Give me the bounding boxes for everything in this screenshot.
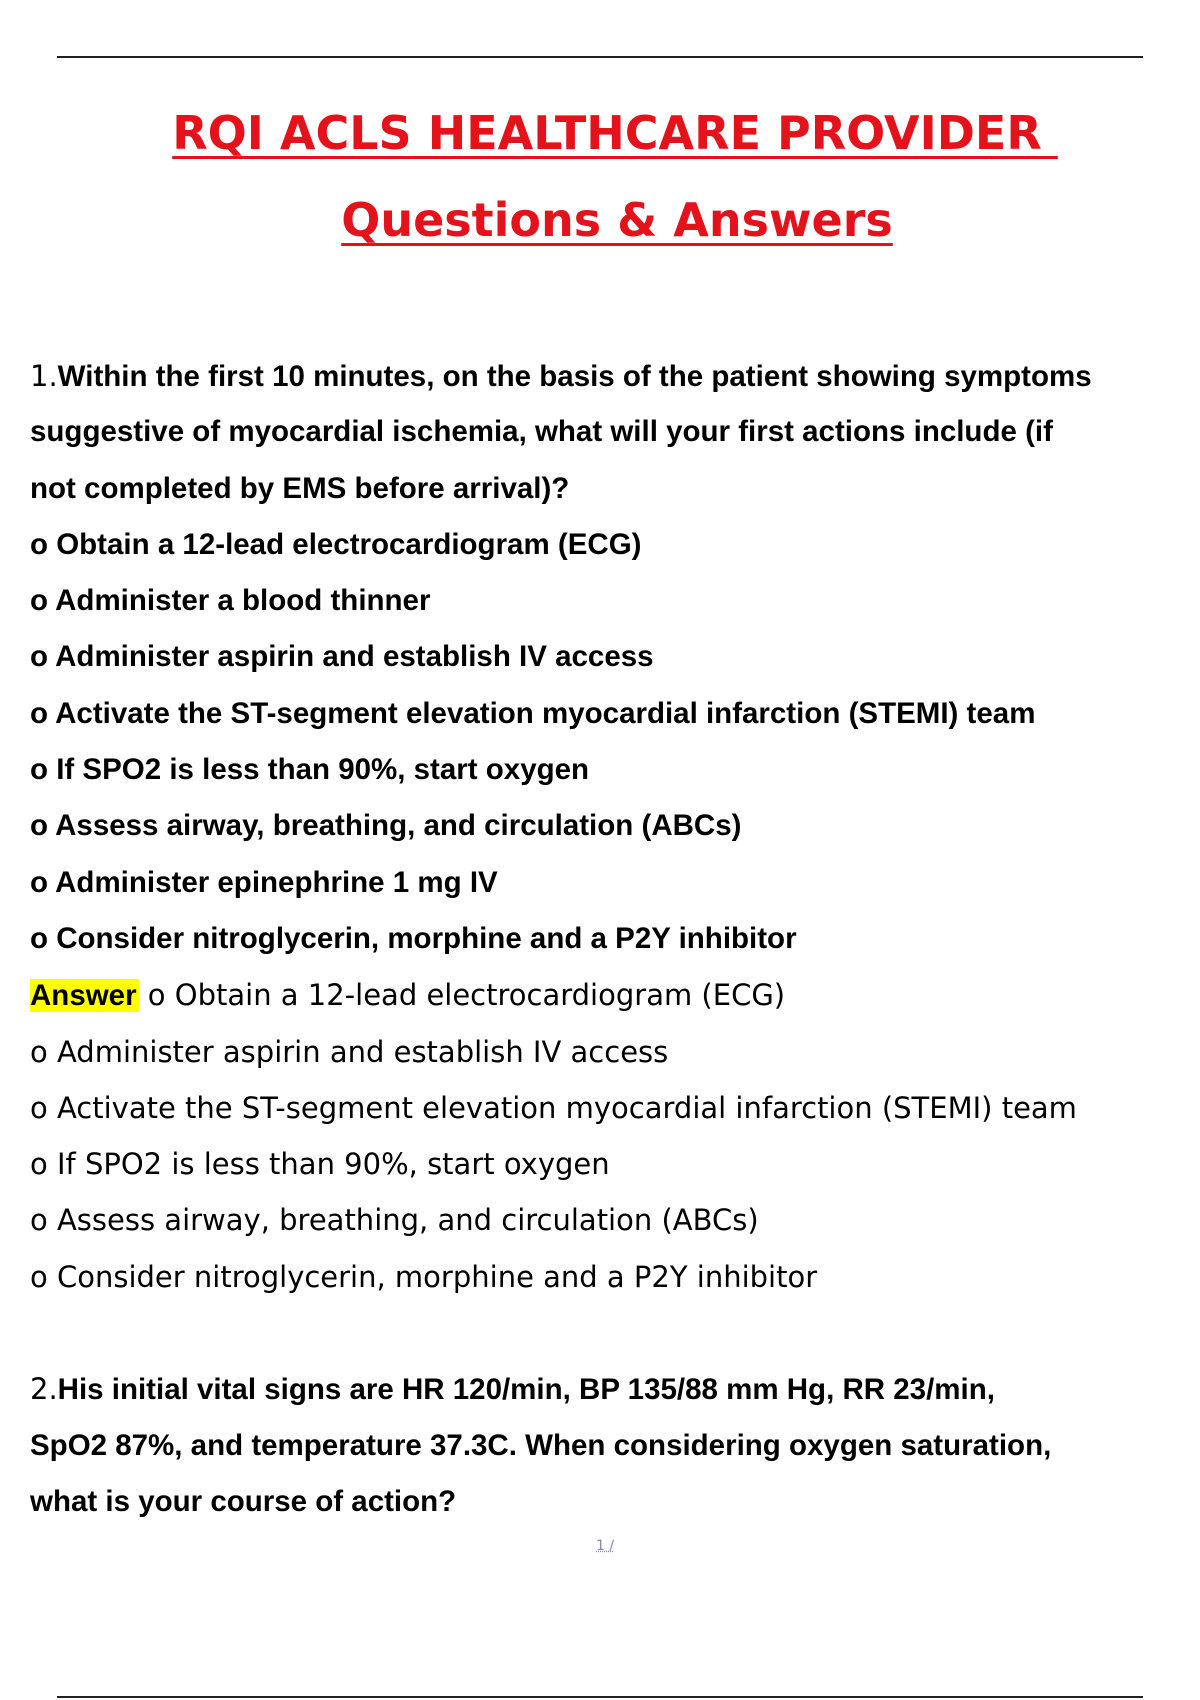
question-2-text-1: His initial vital signs are HR 120/min, BP 135/88 mm Hg, RR 23/min, bbox=[57, 1373, 995, 1407]
page-title-line2: Questions & Answers bbox=[341, 193, 893, 247]
answer-label: Answer bbox=[30, 979, 137, 1013]
top-rule bbox=[57, 56, 1143, 58]
question-1-option: o Activate the ST-segment elevation myocardial infarction (STEMI) team bbox=[30, 696, 1036, 730]
question-2-line-3: what is your course of action? bbox=[30, 1484, 457, 1518]
question-1-option: o Administer epinephrine 1 mg IV bbox=[30, 865, 498, 899]
question-1-answer-line-1 bbox=[30, 967, 1195, 1023]
answer-text: o Assess airway, breathing, and circulation (ABCs) bbox=[30, 1203, 759, 1238]
answer-text: o Administer aspirin and establish IV access bbox=[30, 1034, 669, 1069]
answer-text: o If SPO2 is less than 90%, start oxygen bbox=[30, 1147, 610, 1182]
question-2-line-2: SpO2 87%, and temperature 37.3C. When considering oxygen saturation, bbox=[30, 1428, 1052, 1462]
spacer bbox=[30, 1305, 1195, 1361]
bottom-rule bbox=[57, 1696, 1143, 1698]
question-1-text-1: Within the first 10 minutes, on the basis of the patient showing symptoms bbox=[57, 360, 1092, 393]
question-1-line-2: suggestive of myocardial ischemia, what will your first actions include (if bbox=[30, 415, 1053, 449]
question-2-line-1 bbox=[30, 1361, 1195, 1417]
answer-text: o Activate the ST-segment elevation myocardial infarction (STEMI) team bbox=[30, 1090, 1077, 1125]
page-title-line1: RQI ACLS HEALTHCARE PROVIDER bbox=[172, 106, 1058, 160]
question-1-option: o Consider nitroglycerin, morphine and a P2Y inhibitor bbox=[30, 921, 797, 955]
question-content bbox=[30, 348, 1195, 1530]
question-1-line-1 bbox=[30, 348, 1195, 404]
question-1-option: o If SPO2 is less than 90%, start oxygen bbox=[30, 753, 590, 787]
answer-text: o Obtain a 12-lead electrocardiogram (ECG) bbox=[138, 978, 786, 1013]
question-1-line-3: not completed by EMS before arrival)? bbox=[30, 471, 570, 505]
question-1-option: o Obtain a 12-lead electrocardiogram (ECG) bbox=[30, 527, 642, 561]
answer-text: o Consider nitroglycerin, morphine and a P2Y inhibitor bbox=[30, 1259, 818, 1294]
question-2-number: 2. bbox=[30, 1372, 58, 1407]
question-1-option: o Administer aspirin and establish IV access bbox=[30, 640, 654, 674]
question-1-option: o Assess airway, breathing, and circulation (ABCs) bbox=[30, 809, 742, 843]
question-1-option: o Administer a blood thinner bbox=[30, 584, 431, 618]
question-1-number: 1. bbox=[30, 359, 58, 393]
page-number: 1 / bbox=[596, 1538, 615, 1554]
